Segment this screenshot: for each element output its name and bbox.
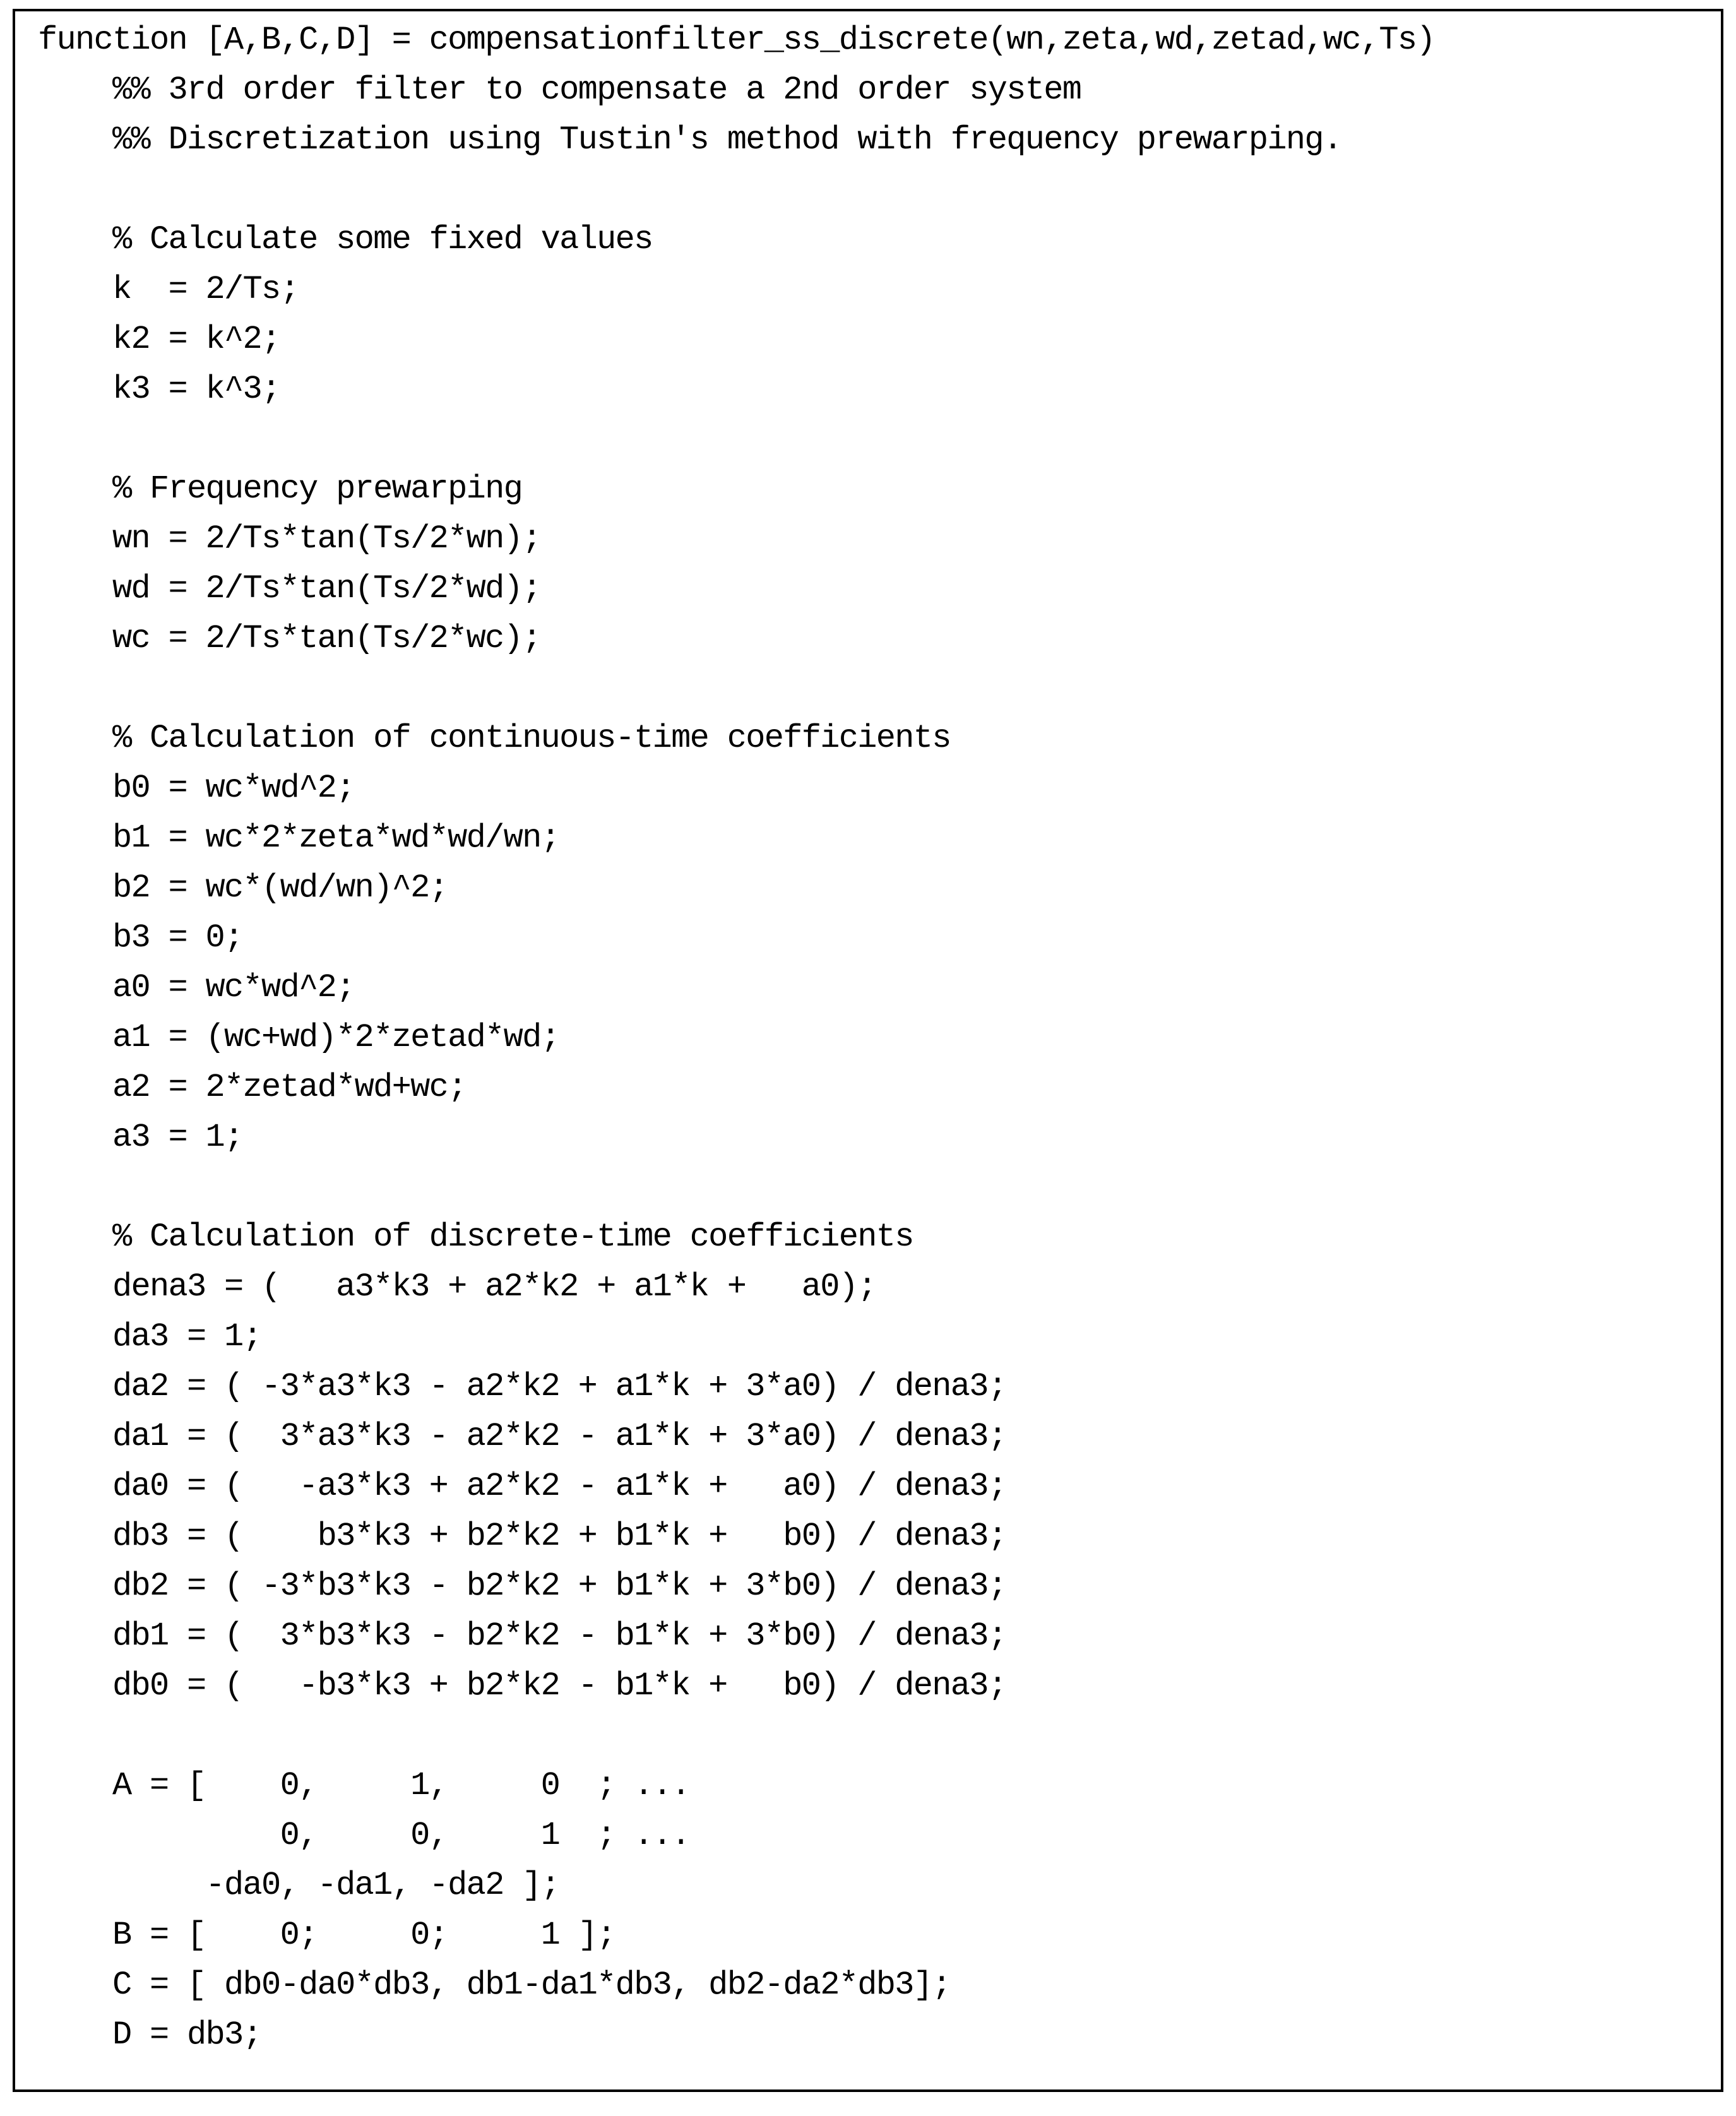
code-line: % Calculate some fixed values: [38, 221, 653, 258]
code-line: % Calculation of continuous-time coefficients: [38, 720, 951, 757]
code-listing-frame: [13, 9, 1723, 2092]
code-blank-line: [38, 414, 1721, 464]
code-line: %% Discretization using Tustin's method with frequency prewarping.: [38, 121, 1342, 158]
code-line: b3 = 0;: [38, 919, 243, 956]
code-blank-line: [38, 1162, 1721, 1212]
code-blank-line: [38, 1711, 1721, 1761]
code-line: wc = 2/Ts*tan(Ts/2*wc);: [38, 620, 541, 657]
code-line: B = [ 0; 0; 1 ];: [38, 1917, 615, 1954]
code-line: -da0, -da1, -da2 ];: [38, 1867, 560, 1904]
code-line: wd = 2/Ts*tan(Ts/2*wd);: [38, 570, 541, 607]
code-line: %% 3rd order filter to compensate a 2nd order system: [38, 71, 1081, 109]
code-line: % Calculation of discrete-time coefficients: [38, 1218, 913, 1256]
code-line: b1 = wc*2*zeta*wd*wd/wn;: [38, 819, 560, 857]
code-line: db2 = ( -3*b3*k3 - b2*k2 + b1*k + 3*b0) / dena3;: [38, 1567, 1007, 1605]
code-line: dena3 = ( a3*k3 + a2*k2 + a1*k + a0);: [38, 1268, 876, 1305]
code-line: da0 = ( -a3*k3 + a2*k2 - a1*k + a0) / dena3;: [38, 1468, 1007, 1505]
code-line: da3 = 1;: [38, 1318, 262, 1355]
code-line: wn = 2/Ts*tan(Ts/2*wn);: [38, 520, 541, 557]
code-line: k3 = k^3;: [38, 371, 280, 408]
code-line: k = 2/Ts;: [38, 271, 299, 308]
code-line: db3 = ( b3*k3 + b2*k2 + b1*k + b0) / dena3;: [38, 1518, 1007, 1555]
code-line: a3 = 1;: [38, 1119, 243, 1156]
source-code-block: [38, 15, 1721, 2060]
code-blank-line: [38, 663, 1721, 713]
code-line: 0, 0, 1 ; ...: [38, 1817, 690, 1854]
code-line: a2 = 2*zetad*wd+wc;: [38, 1069, 467, 1106]
code-line: b0 = wc*wd^2;: [38, 770, 355, 807]
code-line: da2 = ( -3*a3*k3 - a2*k2 + a1*k + 3*a0) / dena3;: [38, 1368, 1007, 1405]
code-line: b2 = wc*(wd/wn)^2;: [38, 869, 448, 906]
code-line: D = db3;: [38, 2016, 262, 2054]
code-blank-line: [38, 165, 1721, 215]
code-line: function [A,B,C,D] = compensationfilter_ss_discrete(wn,zeta,wd,zetad,wc,Ts): [38, 21, 1435, 59]
code-line: A = [ 0, 1, 0 ; ...: [38, 1767, 690, 1804]
code-line: a0 = wc*wd^2;: [38, 969, 355, 1006]
code-line: % Frequency prewarping: [38, 470, 523, 508]
code-line: k2 = k^2;: [38, 321, 280, 358]
code-line: db0 = ( -b3*k3 + b2*k2 - b1*k + b0) / dena3;: [38, 1667, 1007, 1704]
code-line: db1 = ( 3*b3*k3 - b2*k2 - b1*k + 3*b0) / dena3;: [38, 1617, 1007, 1655]
code-line: C = [ db0-da0*db3, db1-da1*db3, db2-da2*db3];: [38, 1966, 951, 2004]
code-line: da1 = ( 3*a3*k3 - a2*k2 - a1*k + 3*a0) / dena3;: [38, 1418, 1007, 1455]
code-line: a1 = (wc+wd)*2*zetad*wd;: [38, 1019, 560, 1056]
